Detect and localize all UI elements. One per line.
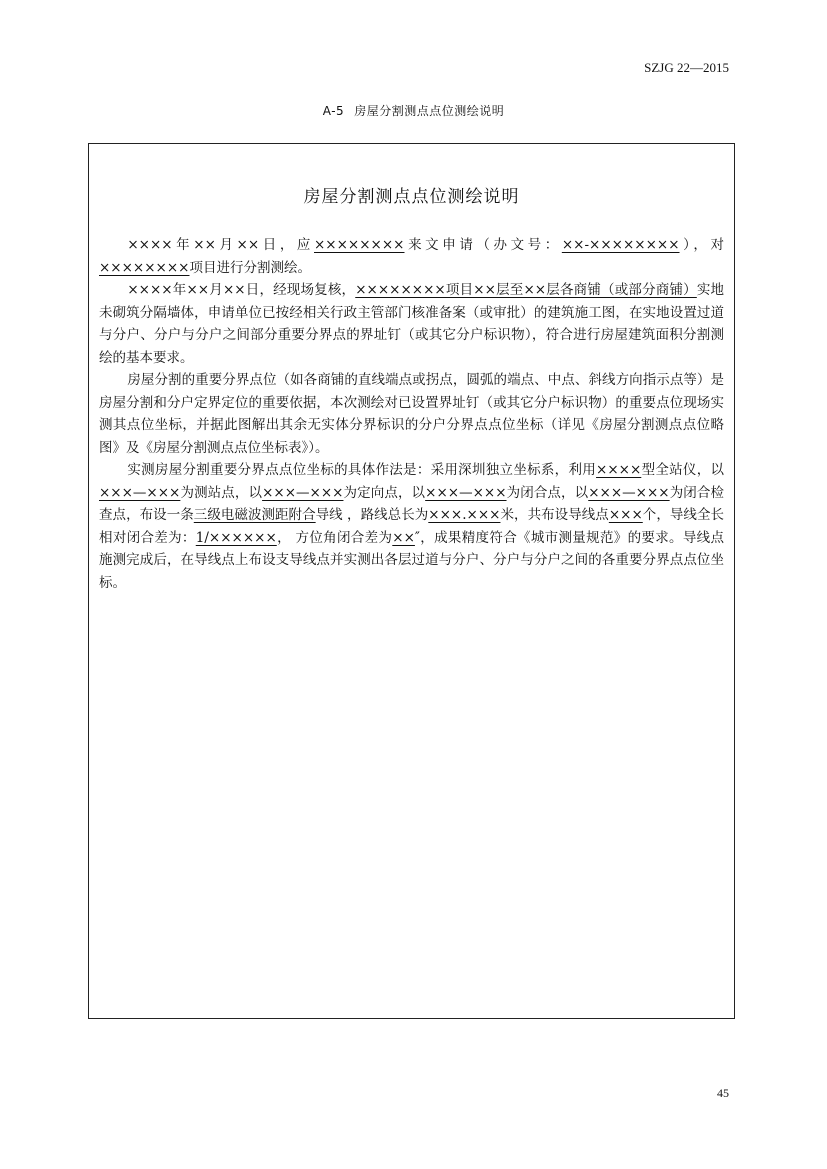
page-number: 45 xyxy=(717,1086,729,1100)
text-segment: 项目进行分割测绘。 xyxy=(189,259,311,276)
form-box xyxy=(88,143,735,1019)
paragraph xyxy=(99,459,724,594)
filled-value: ×××××××× xyxy=(99,259,190,276)
filled-value: ××××××××项目××层至××层各商铺（或部分商铺） xyxy=(355,282,697,298)
text-segment: 房屋分割的重要分界点位（如各商铺的直线端点或拐点，圆弧的端点、中点、斜线方向指示点等）是房屋分割和分户定界定位的重要依据，本次测绘对已设置界址钉（或其它分户标识物）的重要点位现场实测其点位坐标，并据此图解出其余无实体分界标识的分户分界点点位坐标（详见《房屋分割测点点位略图》及《房屋分割测点点位坐标表》）。 xyxy=(99,372,724,456)
filled-value: ××-×××××××× xyxy=(561,237,680,253)
text-segment: 个，导线全长相对闭合差为： xyxy=(99,507,725,546)
text-segment: ××××年××月××日，经现场复核， xyxy=(127,282,356,298)
filled-value: ×××—××× xyxy=(262,484,344,501)
filled-value: ×××—××× xyxy=(99,484,181,501)
section-heading xyxy=(0,102,827,119)
section-title: 房屋分割测点点位测绘说明 xyxy=(354,104,505,118)
paragraph xyxy=(99,279,724,369)
text-segment: 为测站点，以 xyxy=(180,484,263,501)
text-segment: 导线 ，路线总长为 xyxy=(315,507,429,523)
text-segment: 实地未砌筑分隔墙体，申请单位已按经相关行政主管部门核准备案（或审批）的建筑施工图，在实地设置过道与分户、分户与分户之间部分重要分界点的界址钉（或其它分户标识物），符合进行房屋建筑面积分割测绘的基本要求。 xyxy=(99,282,724,366)
text-segment: ××××年××月××日，应 xyxy=(127,237,314,253)
text-segment: ），对 xyxy=(679,237,725,253)
text-segment: ， 方位角闭合差为 xyxy=(276,529,393,546)
text-segment: 型全站仪，以 xyxy=(641,462,725,478)
filled-value: ×××—××× xyxy=(425,484,507,501)
paragraph xyxy=(99,234,724,279)
filled-value: ×××—××× xyxy=(588,484,670,501)
filled-value: 三级电磁波测距附合 xyxy=(193,507,316,523)
text-segment: 为定向点，以 xyxy=(343,484,426,501)
filled-value: ×× xyxy=(392,529,415,546)
filled-value: ×××× xyxy=(596,462,642,478)
text-segment: 米，共布设导线点 xyxy=(500,507,609,523)
filled-value: 1/×××××× xyxy=(195,529,277,546)
text-segment: ″，成果精度符合《城市测量规范》的要求。导线点施测完成后，在导线点上布设支导线点并实测出各层过道与分户、分户与分户之间的各重要分界点点位坐标。 xyxy=(99,529,725,591)
text-segment: 为闭合点，以 xyxy=(506,484,589,501)
form-body xyxy=(99,234,724,594)
section-id: A-5 xyxy=(322,104,345,118)
text-segment: 实测房屋分割重要分界点点位坐标的具体作法是：采用深圳独立坐标系，利用 xyxy=(127,462,597,478)
text-segment: 来文申请（办文号： xyxy=(404,237,562,253)
filled-value: ××× xyxy=(608,507,643,523)
paragraph xyxy=(99,369,724,459)
filled-value: ×××.××× xyxy=(428,507,501,523)
filled-value: ×××××××× xyxy=(314,237,405,253)
form-title: 房屋分割测点点位测绘说明 xyxy=(303,187,520,207)
standard-code: SZJG 22—2015 xyxy=(644,60,729,75)
text-segment: 为闭合检查点，布设一条 xyxy=(99,484,725,523)
